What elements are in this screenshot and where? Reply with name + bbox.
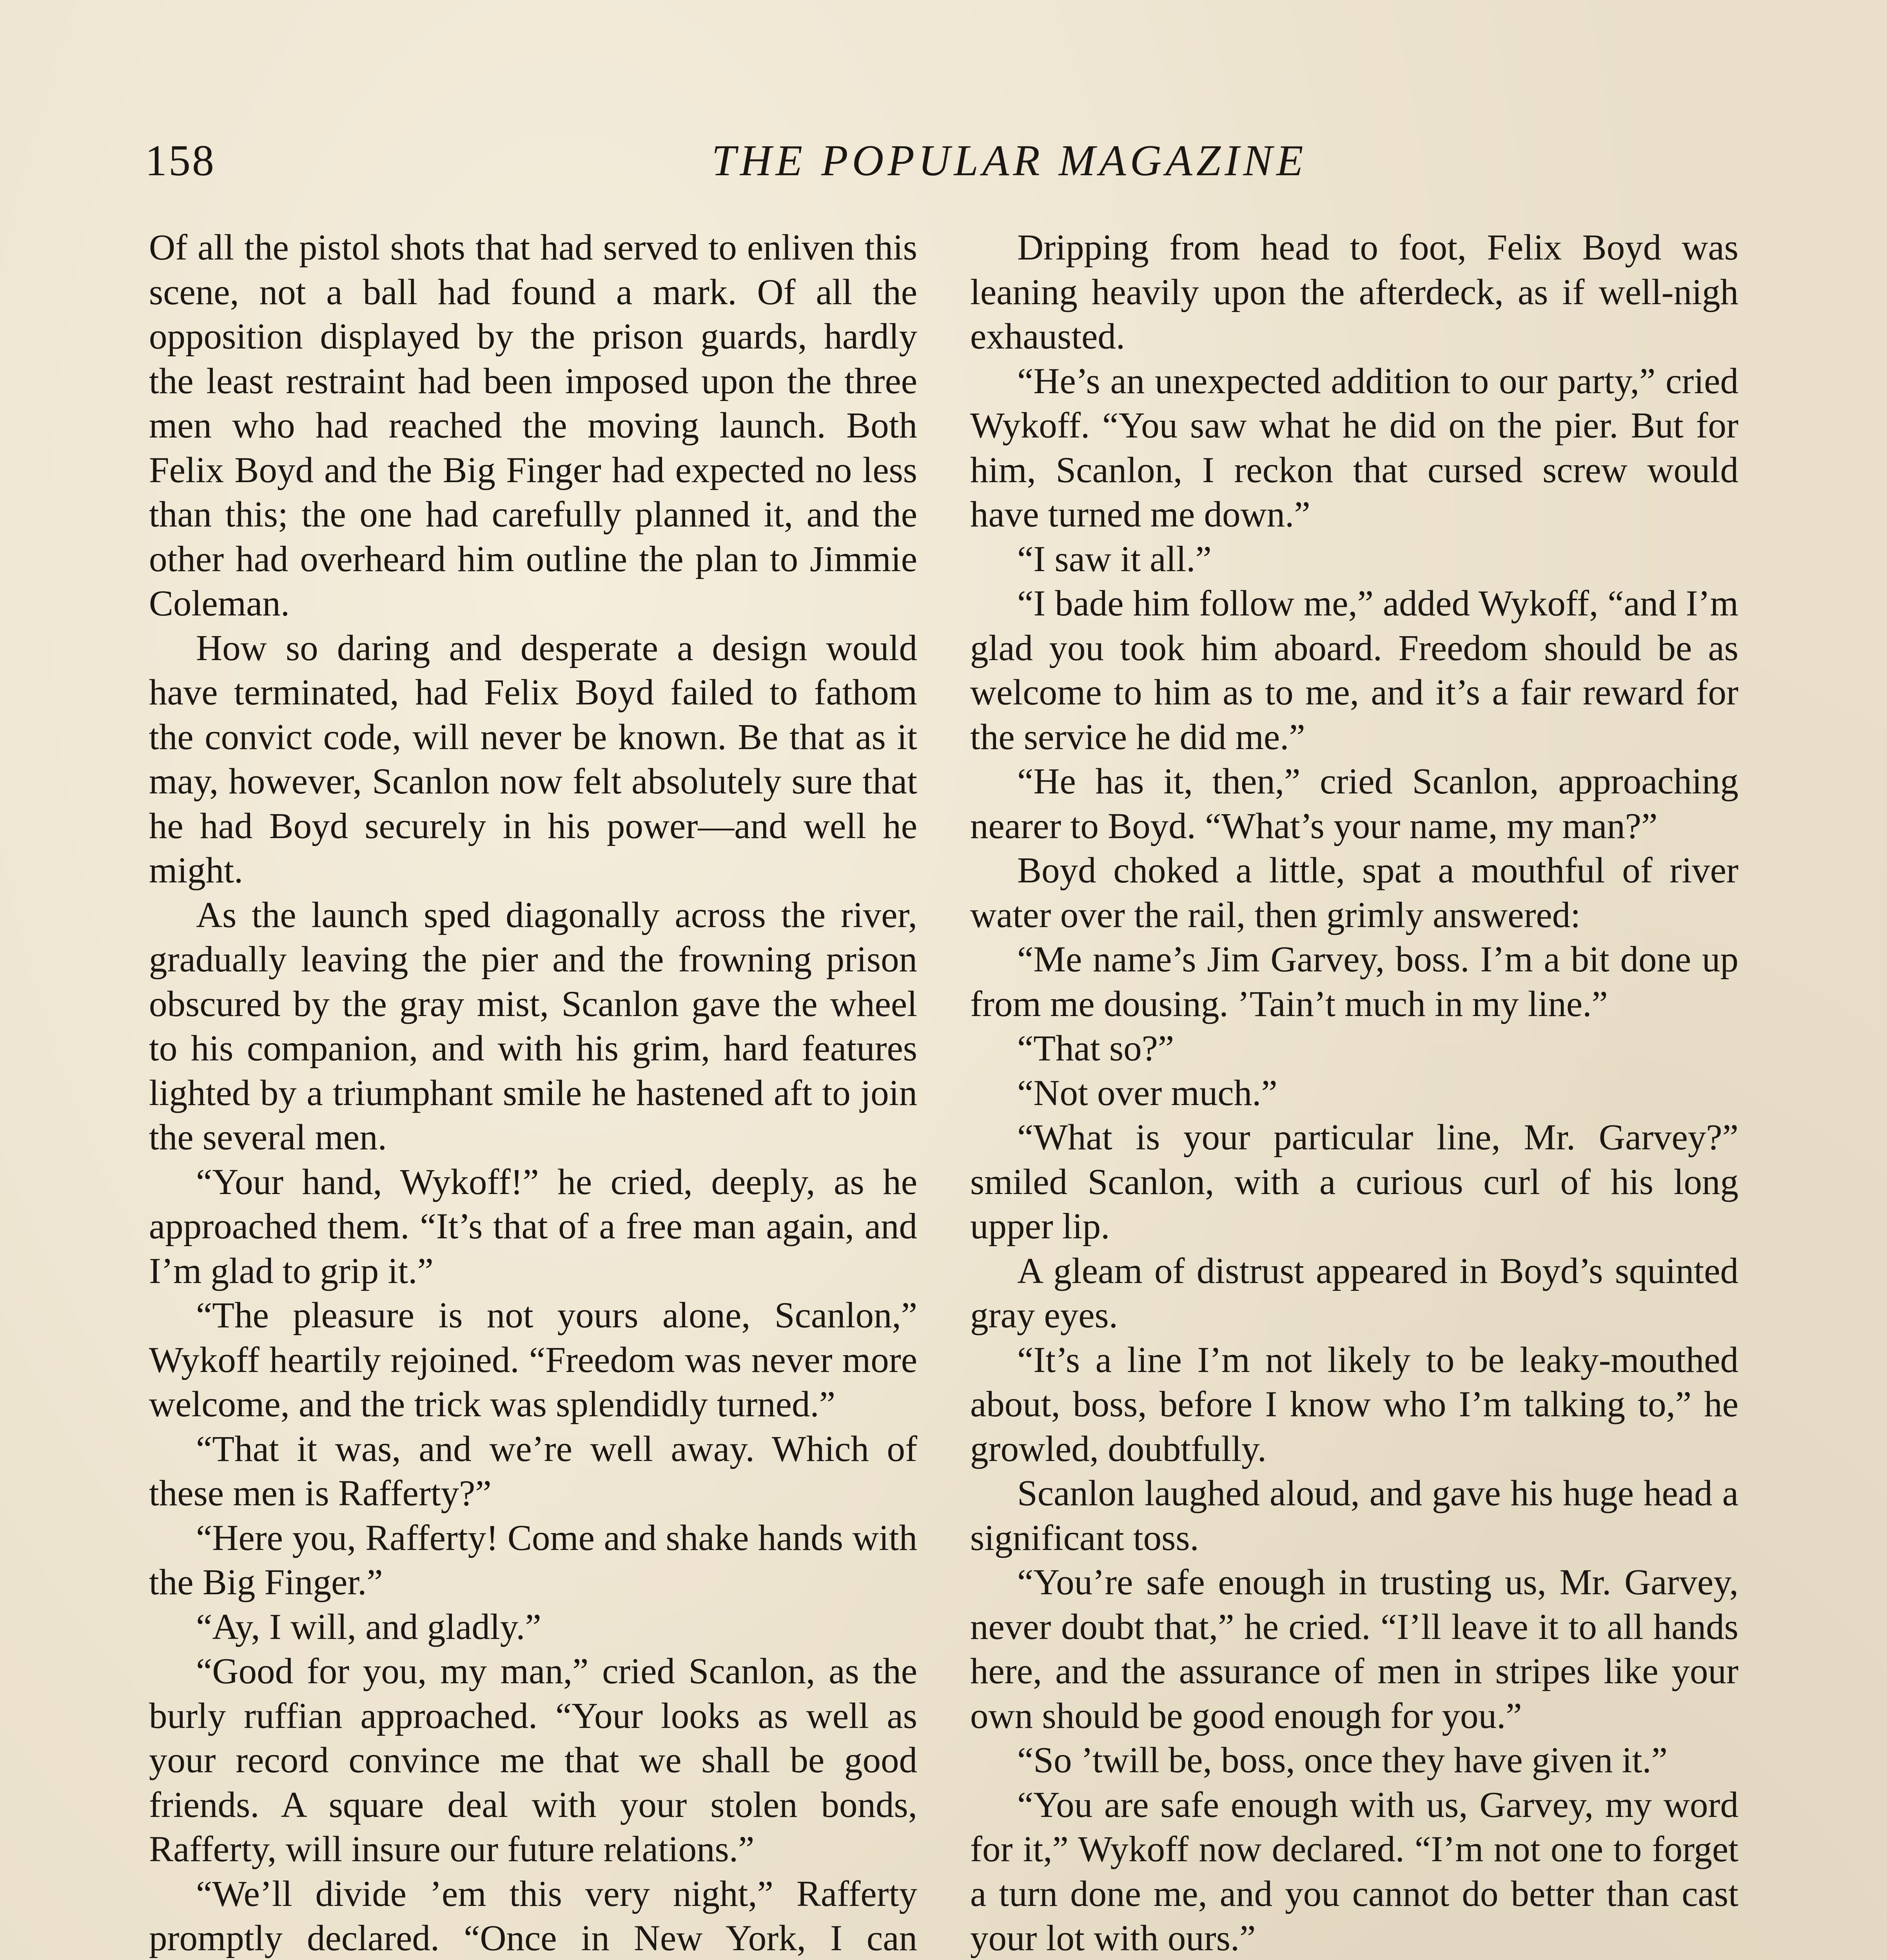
paragraph: “It’s a line I’m not likely to be leaky-mouthed about, boss, before I know who I’m talking to,” he growled, doubtfully. — [970, 1339, 1738, 1469]
paragraph: “You are safe enough with us, Garvey, my word for it,” Wykoff now declared. “I’m not one to forget a turn done me, and you cannot do better than cast your lot with ours.” — [970, 1784, 1738, 1958]
paragraph: Dripping from head to foot, Felix Boyd was leaning heavily upon the afterdeck, as if well-nigh exhausted. — [970, 227, 1738, 357]
paragraph: As the launch sped diagonally across the river, gradually leaving the pier and the frowning prison obscured by the gray mist, Scanlon gave the wheel to his companion, and with his grim, hard features lighted by a triumphant smile he hastened aft to join the several men. — [149, 895, 917, 1158]
left-column — [149, 225, 917, 1960]
paragraph: “Your hand, Wykoff!” he cried, deeply, as he approached them. “It’s that of a free man again, and I’m glad to grip it.” — [149, 1161, 917, 1291]
paragraph: “Ay, I will, and gladly.” — [196, 1606, 541, 1647]
paragraph: “Good for you, my man,” cried Scanlon, as the burly ruffian approached. “Your looks as well as your record convince me that we shall be good friends. A square deal with your stolen bonds, Rafferty, will insure our future relations.” — [149, 1651, 917, 1869]
paragraph: “He has it, then,” cried Scanlon, approaching nearer to Boyd. “What’s your name, my man?” — [970, 761, 1738, 846]
paragraph: “What is your particular line, Mr. Garvey?” smiled Scanlon, with a curious curl of his long upper lip. — [970, 1117, 1738, 1247]
paragraph: Scanlon laughed aloud, and gave his huge head a significant toss. — [970, 1473, 1738, 1558]
running-title: THE POPULAR MAGAZINE — [711, 136, 1307, 185]
paragraph: How so daring and desperate a design would have terminated, had Felix Boyd failed to fathom the convict code, will never be known. Be that as it may, however, Scanlon now felt absolutely sure that he had Boyd securely in his power—and well he might. — [149, 628, 917, 891]
paragraph: “That so?” — [1017, 1028, 1174, 1069]
paragraph: “Not over much.” — [1017, 1073, 1277, 1113]
paragraph: “I saw it all.” — [1017, 539, 1212, 579]
paragraph: Of all the pistol shots that had served to enliven this scene, not a ball had found a mark. Of all the opposition displayed by the prison guards, hardly the least restraint had been imposed upon the three men who had reached the moving launch. Both Felix Boyd and the Big Finger had expected no less than this; the one had carefully planned it, and the other had overheard him outline the plan to Jimmie Coleman. — [149, 227, 917, 624]
paragraph: “You’re safe enough in trusting us, Mr. Garvey, never doubt that,” he cried. “I’ll leave it to all hands here, and the assurance of men in stripes like your own should be good enough for you.” — [970, 1562, 1738, 1736]
paragraph: “The pleasure is not yours alone, Scanlon,” Wykoff heartily rejoined. “Freedom was never more welcome, and the trick was splendidly turned.” — [149, 1295, 917, 1425]
paragraph: “Here you, Rafferty! Come and shake hands with the Big Finger.” — [149, 1517, 917, 1602]
paragraph: “So ’twill be, boss, once they have given it.” — [1017, 1740, 1668, 1780]
paragraph: “Me name’s Jim Garvey, boss. I’m a bit done up from me dousing. ’Tain’t much in my line.” — [970, 939, 1738, 1024]
paragraph: “That it was, and we’re well away. Which of these men is Rafferty?” — [149, 1428, 917, 1514]
right-column — [970, 225, 1738, 1960]
paragraph: “I bade him follow me,” added Wykoff, “and I’m glad you took him aboard. Freedom should be as welcome to him as to me, and it’s a fair reward for the service he did me.” — [970, 583, 1738, 757]
paragraph: Boyd choked a little, spat a mouthful of river water over the rail, then grimly answered: — [970, 850, 1738, 935]
page-header — [145, 129, 1740, 192]
paragraph: “We’ll divide ’em this very night,” Rafferty promptly declared. “Once in New York, I can — [149, 1873, 917, 1958]
page-number: 158 — [145, 136, 216, 185]
paragraph: “He’s an unexpected addition to our party,” cried Wykoff. “You saw what he did on the pier. But for him, Scanlon, I reckon that cursed screw would have turned me down.” — [970, 361, 1738, 535]
paragraph: A gleam of distrust appeared in Boyd’s squinted gray eyes. — [970, 1250, 1738, 1336]
